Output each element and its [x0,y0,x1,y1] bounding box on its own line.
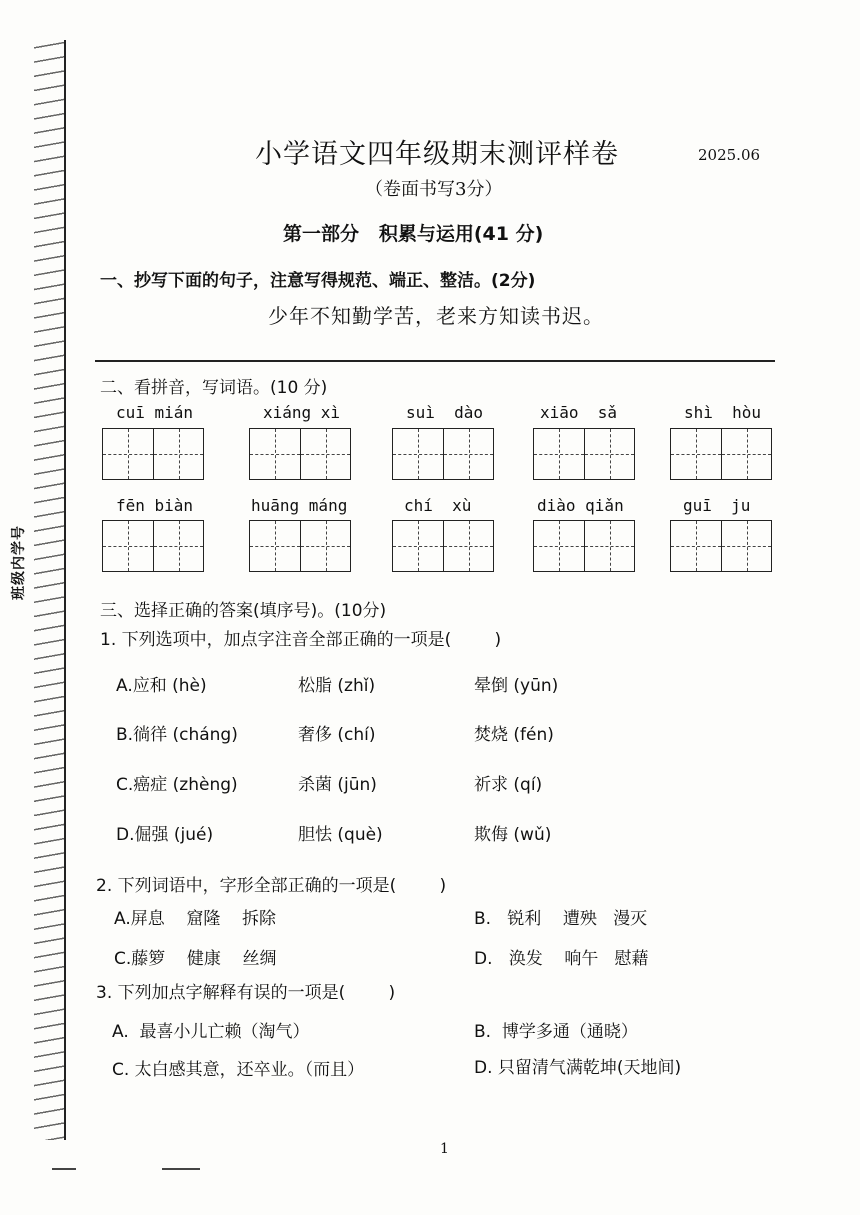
page-number: 1 [440,1141,449,1157]
page-title: 小学语文四年级期末测评样卷 [255,139,619,170]
q3-option-b[interactable]: B. 博学多通（通晓） [474,1022,638,1042]
pinyin-label: fēn biàn [116,496,194,515]
binding-label: 班级内学号 [11,525,27,600]
pinyin-label: diào qiǎn [537,496,624,515]
writing-grid[interactable] [533,520,635,572]
writing-grid[interactable] [392,520,494,572]
q2-stem: 2. 下列词语中，字形全部正确的一项是( ) [96,876,447,896]
q1-option: 杀菌 (jūn) [298,775,377,795]
q3-option-c[interactable]: C. 太白感其意，还卒业。（而且） [112,1060,365,1080]
writing-grid[interactable] [670,520,772,572]
pinyin-label: shì hòu [684,403,762,422]
section2-heading: 二、看拼音，写词语。(10 分) [100,378,328,398]
q1-option[interactable]: C.癌症 (zhèng) [116,775,238,795]
binding-line [64,40,66,1140]
part-heading: 第一部分 积累与运用(41 分) [283,223,544,245]
scan-mark [52,1168,76,1170]
q2-option-d[interactable]: D. 涣发 响午 慰藉 [474,949,649,969]
q3-option-a[interactable]: A. 最喜小儿亡赖（淘气） [112,1022,310,1042]
q1-option: 晕倒 (yūn) [474,676,559,696]
writing-grid[interactable] [670,428,772,480]
q2-option-c[interactable]: C.藤箩 健康 丝绸 [114,949,277,969]
pinyin-label: cuī mián [116,403,194,422]
q2-option-b[interactable]: B. 锐利 遭殃 漫灭 [474,909,648,929]
writing-grid[interactable] [249,428,351,480]
q1-option[interactable]: B.徜徉 (cháng) [116,725,238,745]
q1-option[interactable]: D.倔强 (jué) [116,825,214,845]
q3-stem: 3. 下列加点字解释有误的一项是( ) [96,983,396,1003]
binding-hatch [34,40,64,1140]
divider-line [95,360,775,362]
writing-grid[interactable] [249,520,351,572]
pinyin-label: chí xù [404,496,472,515]
writing-grid[interactable] [102,520,204,572]
writing-grid[interactable] [102,428,204,480]
q1-option: 奢侈 (chí) [298,725,376,745]
q1-option: 祈求 (qí) [474,775,543,795]
q1-option[interactable]: A.应和 (hè) [116,676,207,696]
section3-heading: 三、选择正确的答案(填序号)。(10分) [100,601,387,621]
pinyin-label: huāng máng [251,496,348,515]
q1-option: 胆怯 (què) [298,825,383,845]
q1-option: 松脂 (zhǐ) [298,676,376,696]
q3-option-d[interactable]: D. 只留清气满乾坤(天地间) [474,1058,682,1078]
q1-stem: 1. 下列选项中，加点字注音全部正确的一项是( ) [100,630,502,650]
q1-option: 欺侮 (wǔ) [474,825,552,845]
writing-grid[interactable] [533,428,635,480]
pinyin-label: suì dào [406,403,484,422]
pinyin-label: guī ju [683,496,751,515]
q2-option-a[interactable]: A.屏息 窟隆 拆除 [114,909,276,929]
section1-heading: 一、抄写下面的句子，注意写得规范、端正、整洁。(2分) [100,271,536,291]
subtitle: （卷面书写3分） [365,179,503,200]
pinyin-label: xiáng xì [263,403,341,422]
q1-option: 焚烧 (fén) [474,725,554,745]
writing-grid[interactable] [392,428,494,480]
exam-date: 2025.06 [698,146,761,164]
pinyin-label: xiāo sǎ [540,403,618,422]
scan-mark [162,1168,200,1170]
copy-sentence: 少年不知勤学苦，老来方知读书迟。 [268,304,604,328]
binding-strip [11,40,68,1150]
